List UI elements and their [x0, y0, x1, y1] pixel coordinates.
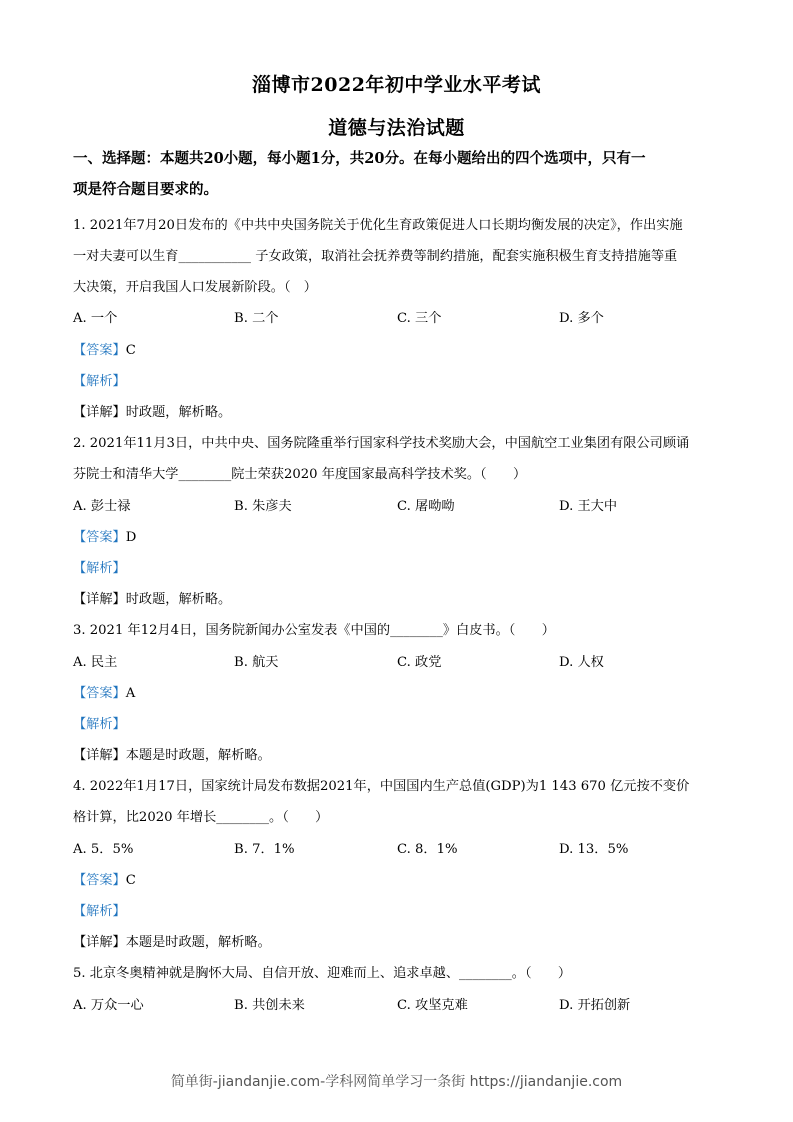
question-3-answer	[73, 682, 723, 701]
answer-tag: 【答案】	[73, 530, 126, 545]
answer-value: A	[125, 686, 136, 701]
question-5-option-a: A. 万众一心	[73, 998, 144, 1013]
question-1-line-1: 1. 2021年7月20日发布的《中共中央国务院关于优化生育政策促进人口长期均衡发展的决定》，作出实施	[73, 218, 683, 233]
detail-tag: 【详解】	[73, 935, 126, 950]
section-heading	[73, 143, 723, 205]
detail-tag: 【详解】	[73, 405, 126, 420]
question-1-line-3: 大决策，开启我国人口发展新阶段。（ ）	[73, 280, 317, 295]
question-4-line-1: 4. 2022年1月17日，国家统计局发布数据2021年，中国国内生产总值(GDP)为1 143 670 亿元按不变价	[73, 779, 690, 794]
question-3-detail	[73, 744, 723, 763]
question-2-detail	[73, 588, 723, 607]
detail-tag: 【详解】	[73, 748, 126, 763]
section-heading-line-1: 一、选择题：本题共20小题，每小题1分，共20分。在每小题给出的四个选项中，只有一	[73, 150, 646, 167]
question-3-line-1: 3. 2021 年12月4日，国务院新闻办公室发表《中国的________》白皮书。（ ）	[73, 623, 555, 638]
exam-subtitle: 道德与法治试题	[328, 117, 465, 139]
question-2-analysis	[73, 557, 723, 576]
analysis-tag: 【解析】	[73, 717, 126, 732]
question-1-option-c: C. 三个	[397, 311, 442, 326]
question-2-line-1: 2. 2021年11月3日，中共中央、国务院隆重举行国家科学技术奖励大会，中国航空工业集团有限公司顾诵	[73, 436, 690, 451]
analysis-tag: 【解析】	[73, 561, 126, 576]
question-4-option-a: A. 5．5%	[73, 842, 134, 857]
detail-text: 本题是时政题，解析略。	[125, 935, 271, 950]
answer-value: C	[125, 873, 136, 888]
detail-text: 时政题，解析略。	[125, 405, 232, 420]
page-footer: 简单街-jiandanjie.com-学科网简单学习一条街 https://jiandanjie.com	[170, 1074, 623, 1090]
question-4-analysis	[73, 900, 723, 919]
question-3-analysis	[73, 713, 723, 732]
question-2-option-b: B. 朱彦夫	[234, 499, 292, 514]
question-1-option-b: B. 二个	[234, 311, 279, 326]
question-1-line-2: 一对夫妻可以生育___________ 子女政策，取消社会抚养费等制约措施，配套实施积极生育支持措施等重	[73, 249, 678, 264]
question-3-option-d: D. 人权	[559, 655, 604, 670]
question-4-detail	[73, 931, 723, 950]
answer-tag: 【答案】	[73, 686, 126, 701]
question-4-option-b: B. 7．1%	[234, 842, 295, 857]
question-3-option-b: B. 航天	[234, 655, 279, 670]
answer-value: D	[125, 530, 137, 545]
section-heading-line-2: 项是符合题目要求的。	[73, 181, 218, 198]
question-4-option-d: D. 13．5%	[559, 842, 629, 857]
detail-text: 时政题，解析略。	[125, 592, 232, 607]
question-2-answer	[73, 526, 723, 545]
question-4-option-c: C. 8．1%	[397, 842, 458, 857]
question-1-answer	[73, 339, 723, 358]
detail-text: 本题是时政题，解析略。	[125, 748, 271, 763]
answer-value: C	[125, 343, 136, 358]
question-1-option-d: D. 多个	[559, 311, 604, 326]
question-2-line-2: 芬院士和清华大学________院士荣获2020 年度国家最高科学技术奖。（ ）	[73, 467, 527, 482]
question-5-option-d: D. 开拓创新	[559, 998, 631, 1013]
question-1-analysis	[73, 370, 723, 389]
question-1-option-a: A. 一个	[73, 311, 118, 326]
question-5-option-b: B. 共创未来	[234, 998, 305, 1013]
question-4-line-2: 格计算，比2020 年增长________。（ ）	[73, 810, 329, 825]
question-3-option-a: A. 民主	[73, 655, 118, 670]
question-5-option-c: C. 攻坚克难	[397, 998, 468, 1013]
answer-tag: 【答案】	[73, 343, 126, 358]
question-2-option-a: A. 彭士禄	[73, 499, 131, 514]
analysis-tag: 【解析】	[73, 904, 126, 919]
question-5-line-1: 5. 北京冬奥精神就是胸怀大局、自信开放、迎难而上、追求卓越、________。（ ）	[73, 966, 572, 981]
detail-tag: 【详解】	[73, 592, 126, 607]
analysis-tag: 【解析】	[73, 374, 126, 389]
question-2-option-d: D. 王大中	[559, 499, 618, 514]
question-3-option-c: C. 政党	[397, 655, 442, 670]
exam-title: 淄博市2022年初中学业水平考试	[252, 74, 541, 96]
question-1-detail	[73, 401, 723, 420]
question-4-answer	[73, 869, 723, 888]
question-2-option-c: C. 屠呦呦	[397, 499, 455, 514]
answer-tag: 【答案】	[73, 873, 126, 888]
